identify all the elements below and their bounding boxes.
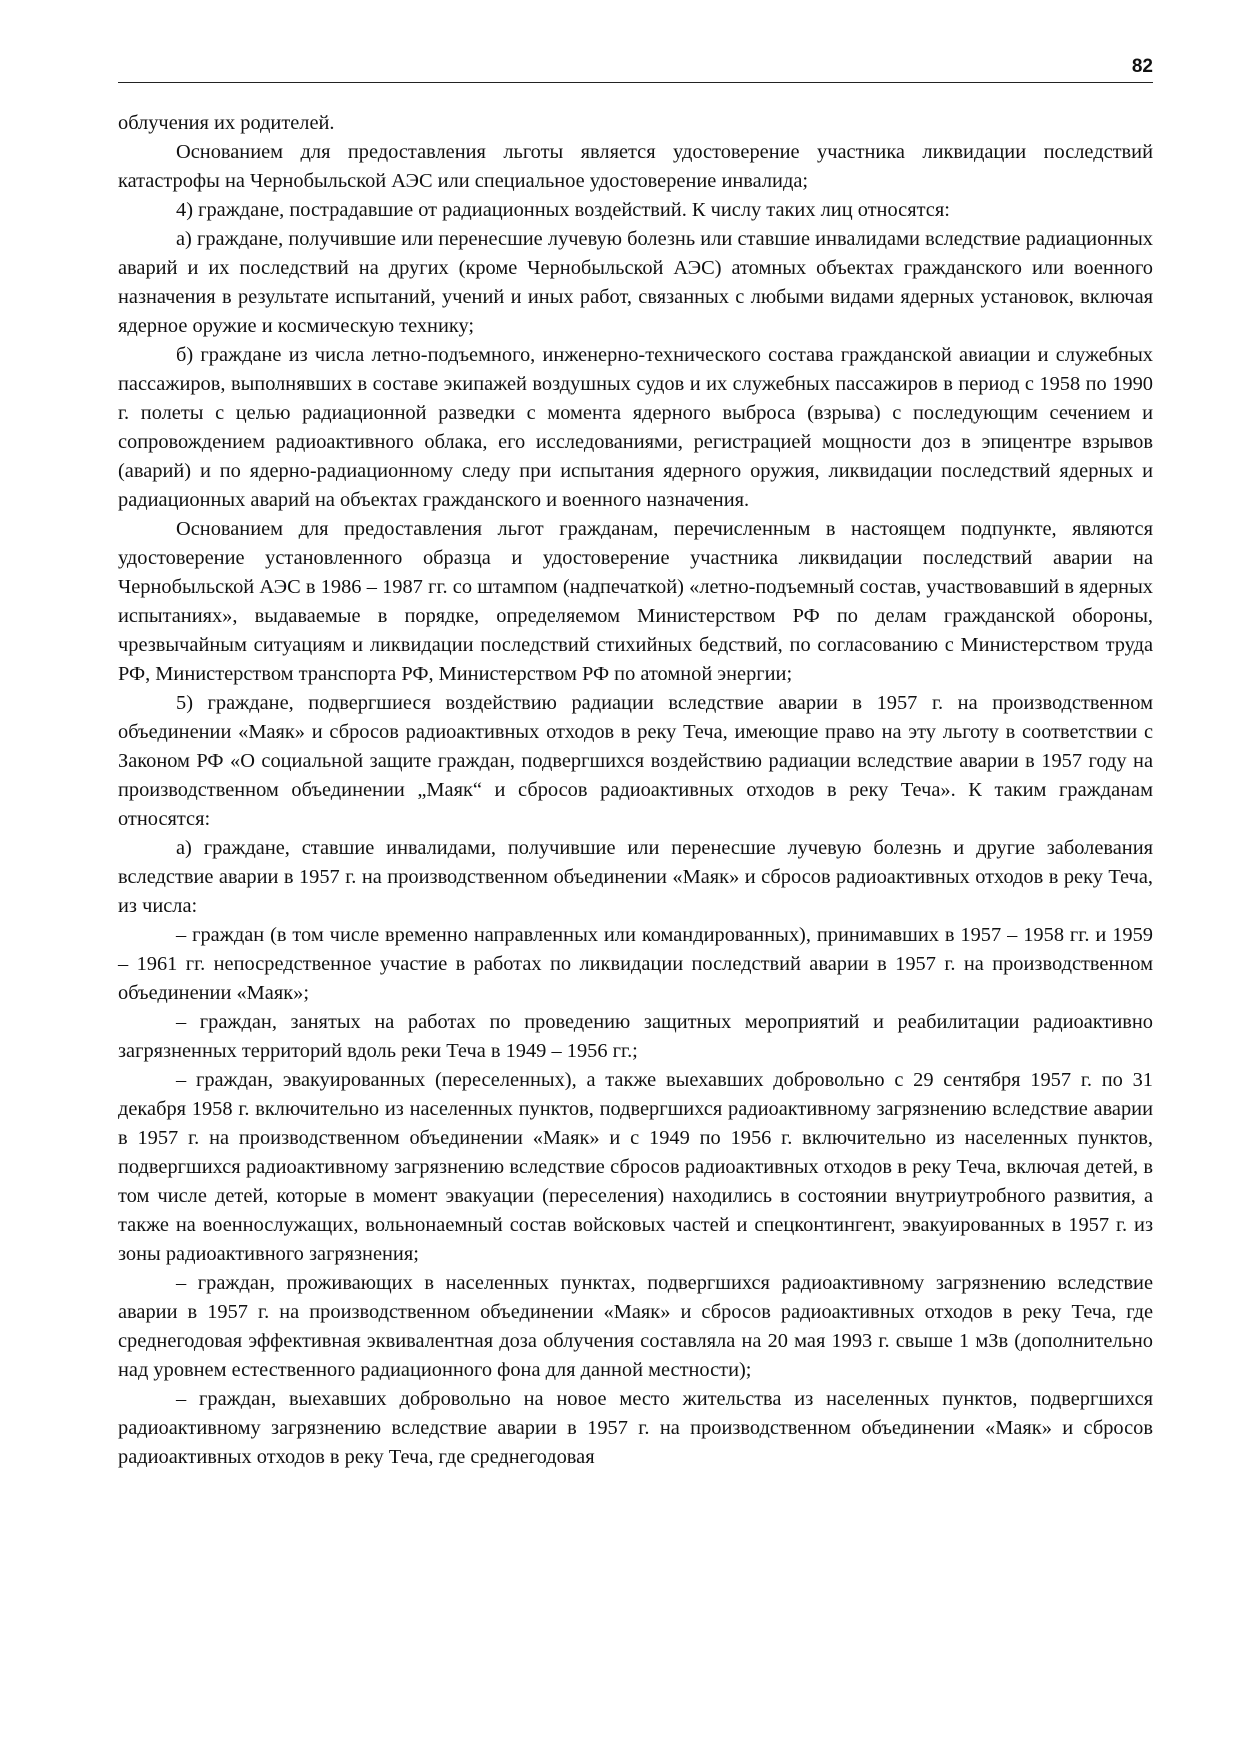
- document-page: [118, 52, 1153, 1472]
- paragraph: Основанием для предоставления льгот гражданам, перечисленным в настоящем подпункте, являются удостоверение установленного образца и удостоверение участника ликвидации последствий аварии на Чернобыльской АЭС в 1986 – 1987 гг. со штампом (надпечаткой) «летно-подъемный состав, участвовавший в ядерных испытаниях», выдаваемые в порядке, определяемом Министерством РФ по делам гражданской обороны, чрезвычайным ситуациям и ликвидации последствий стихийных бедствий, по согласованию с Министерством труда РФ, Министерством транспорта РФ, Министерством РФ по атомной энергии;: [118, 518, 1153, 685]
- paragraph: – граждан, эвакуированных (переселенных), а также выехавших добровольно с 29 сентября 1957 г. по 31 декабря 1958 г. включительно из населенных пунктов, подвергшихся радиоактивному загрязнению вследствие аварии в 1957 г. на производственном объединении «Маяк» и с 1949 по 1956 г. включительно из населенных пунктов, подвергшихся радиоактивному загрязнению вследствие сбросов радиоактивных отходов в реку Теча, включая детей, в том числе детей, которые в момент эвакуации (переселения) находились в состоянии внутриутробного развития, а также на военнослужащих, вольнонаемный состав войсковых частей и спецконтингент, эвакуированных в 1957 г. из зоны радиоактивного загрязнения;: [118, 1069, 1153, 1265]
- document-body: [118, 109, 1153, 1472]
- paragraph: – граждан, выехавших добровольно на новое место жительства из населенных пунктов, подвергшихся радиоактивному загрязнению вследствие аварии в 1957 г. на производственном объединении «Маяк» и сбросов радиоактивных отходов в реку Теча, где среднегодовая: [118, 1388, 1153, 1468]
- page-header: [118, 52, 1153, 83]
- page-number: 82: [1131, 56, 1153, 77]
- paragraph: – граждан, проживающих в населенных пунктах, подвергшихся радиоактивному загрязнению вследствие аварии в 1957 г. на производственном объединении «Маяк» и сбросов радиоактивных отходов в реку Теча, где среднегодовая эффективная эквивалентная доза облучения составляла на 20 мая 1993 г. свыше 1 мЗв (дополнительно над уровнем естественного радиационного фона для данной местности);: [118, 1272, 1153, 1381]
- paragraph: – граждан, занятых на работах по проведению защитных мероприятий и реабилитации радиоактивно загрязненных территорий вдоль реки Теча в 1949 – 1956 гг.;: [118, 1011, 1153, 1062]
- paragraph: б) граждане из числа летно-подъемного, инженерно-технического состава гражданской авиации и служебных пассажиров, выполнявших в составе экипажей воздушных судов и их служебных пассажиров в период с 1958 по 1990 г. полеты с целью радиационной разведки с момента ядерного выброса (взрыва) с последующим сечением и сопровождением радиоактивного облака, его исследованиями, регистрацией мощности доз в эпицентре взрывов (аварий) и по ядерно-радиационному следу при испытания ядерного оружия, ликвидации последствий ядерных и радиационных аварий на объектах гражданского и военного назначения.: [118, 344, 1153, 511]
- paragraph: а) граждане, ставшие инвалидами, получившие или перенесшие лучевую болезнь и другие заболевания вследствие аварии в 1957 г. на производственном объединении «Маяк» и сбросов радиоактивных отходов в реку Теча, из числа:: [118, 837, 1153, 917]
- paragraph: – граждан (в том числе временно направленных или командированных), принимавших в 1957 – 1958 гг. и 1959 – 1961 гг. непосредственное участие в работах по ликвидации последствий аварии в 1957 г. на производственном объединении «Маяк»;: [118, 924, 1153, 1004]
- paragraph: 5) граждане, подвергшиеся воздействию радиации вследствие аварии в 1957 г. на производственном объединении «Маяк» и сбросов радиоактивных отходов в реку Теча, имеющие право на эту льготу в соответствии с Законом РФ «О социальной защите граждан, подвергшихся воздействию радиации вследствие аварии в 1957 году на производственном объединении „Маяк“ и сбросов радиоактивных отходов в реку Теча». К таким гражданам относятся:: [118, 692, 1153, 830]
- paragraph: 4) граждане, пострадавшие от радиационных воздействий. К числу таких лиц относятся:: [176, 199, 950, 221]
- paragraph: Основанием для предоставления льготы является удостоверение участника ликвидации последствий катастрофы на Чернобыльской АЭС или специальное удостоверение инвалида;: [118, 141, 1153, 192]
- paragraph: а) граждане, получившие или перенесшие лучевую болезнь или ставшие инвалидами вследствие радиационных аварий и их последствий на других (кроме Чернобыльской АЭС) атомных объектах гражданского или военного назначения в результате испытаний, учений и иных работ, связанных с любыми видами ядерных установок, включая ядерное оружие и космическую технику;: [118, 228, 1153, 337]
- paragraph: облучения их родителей.: [118, 112, 335, 134]
